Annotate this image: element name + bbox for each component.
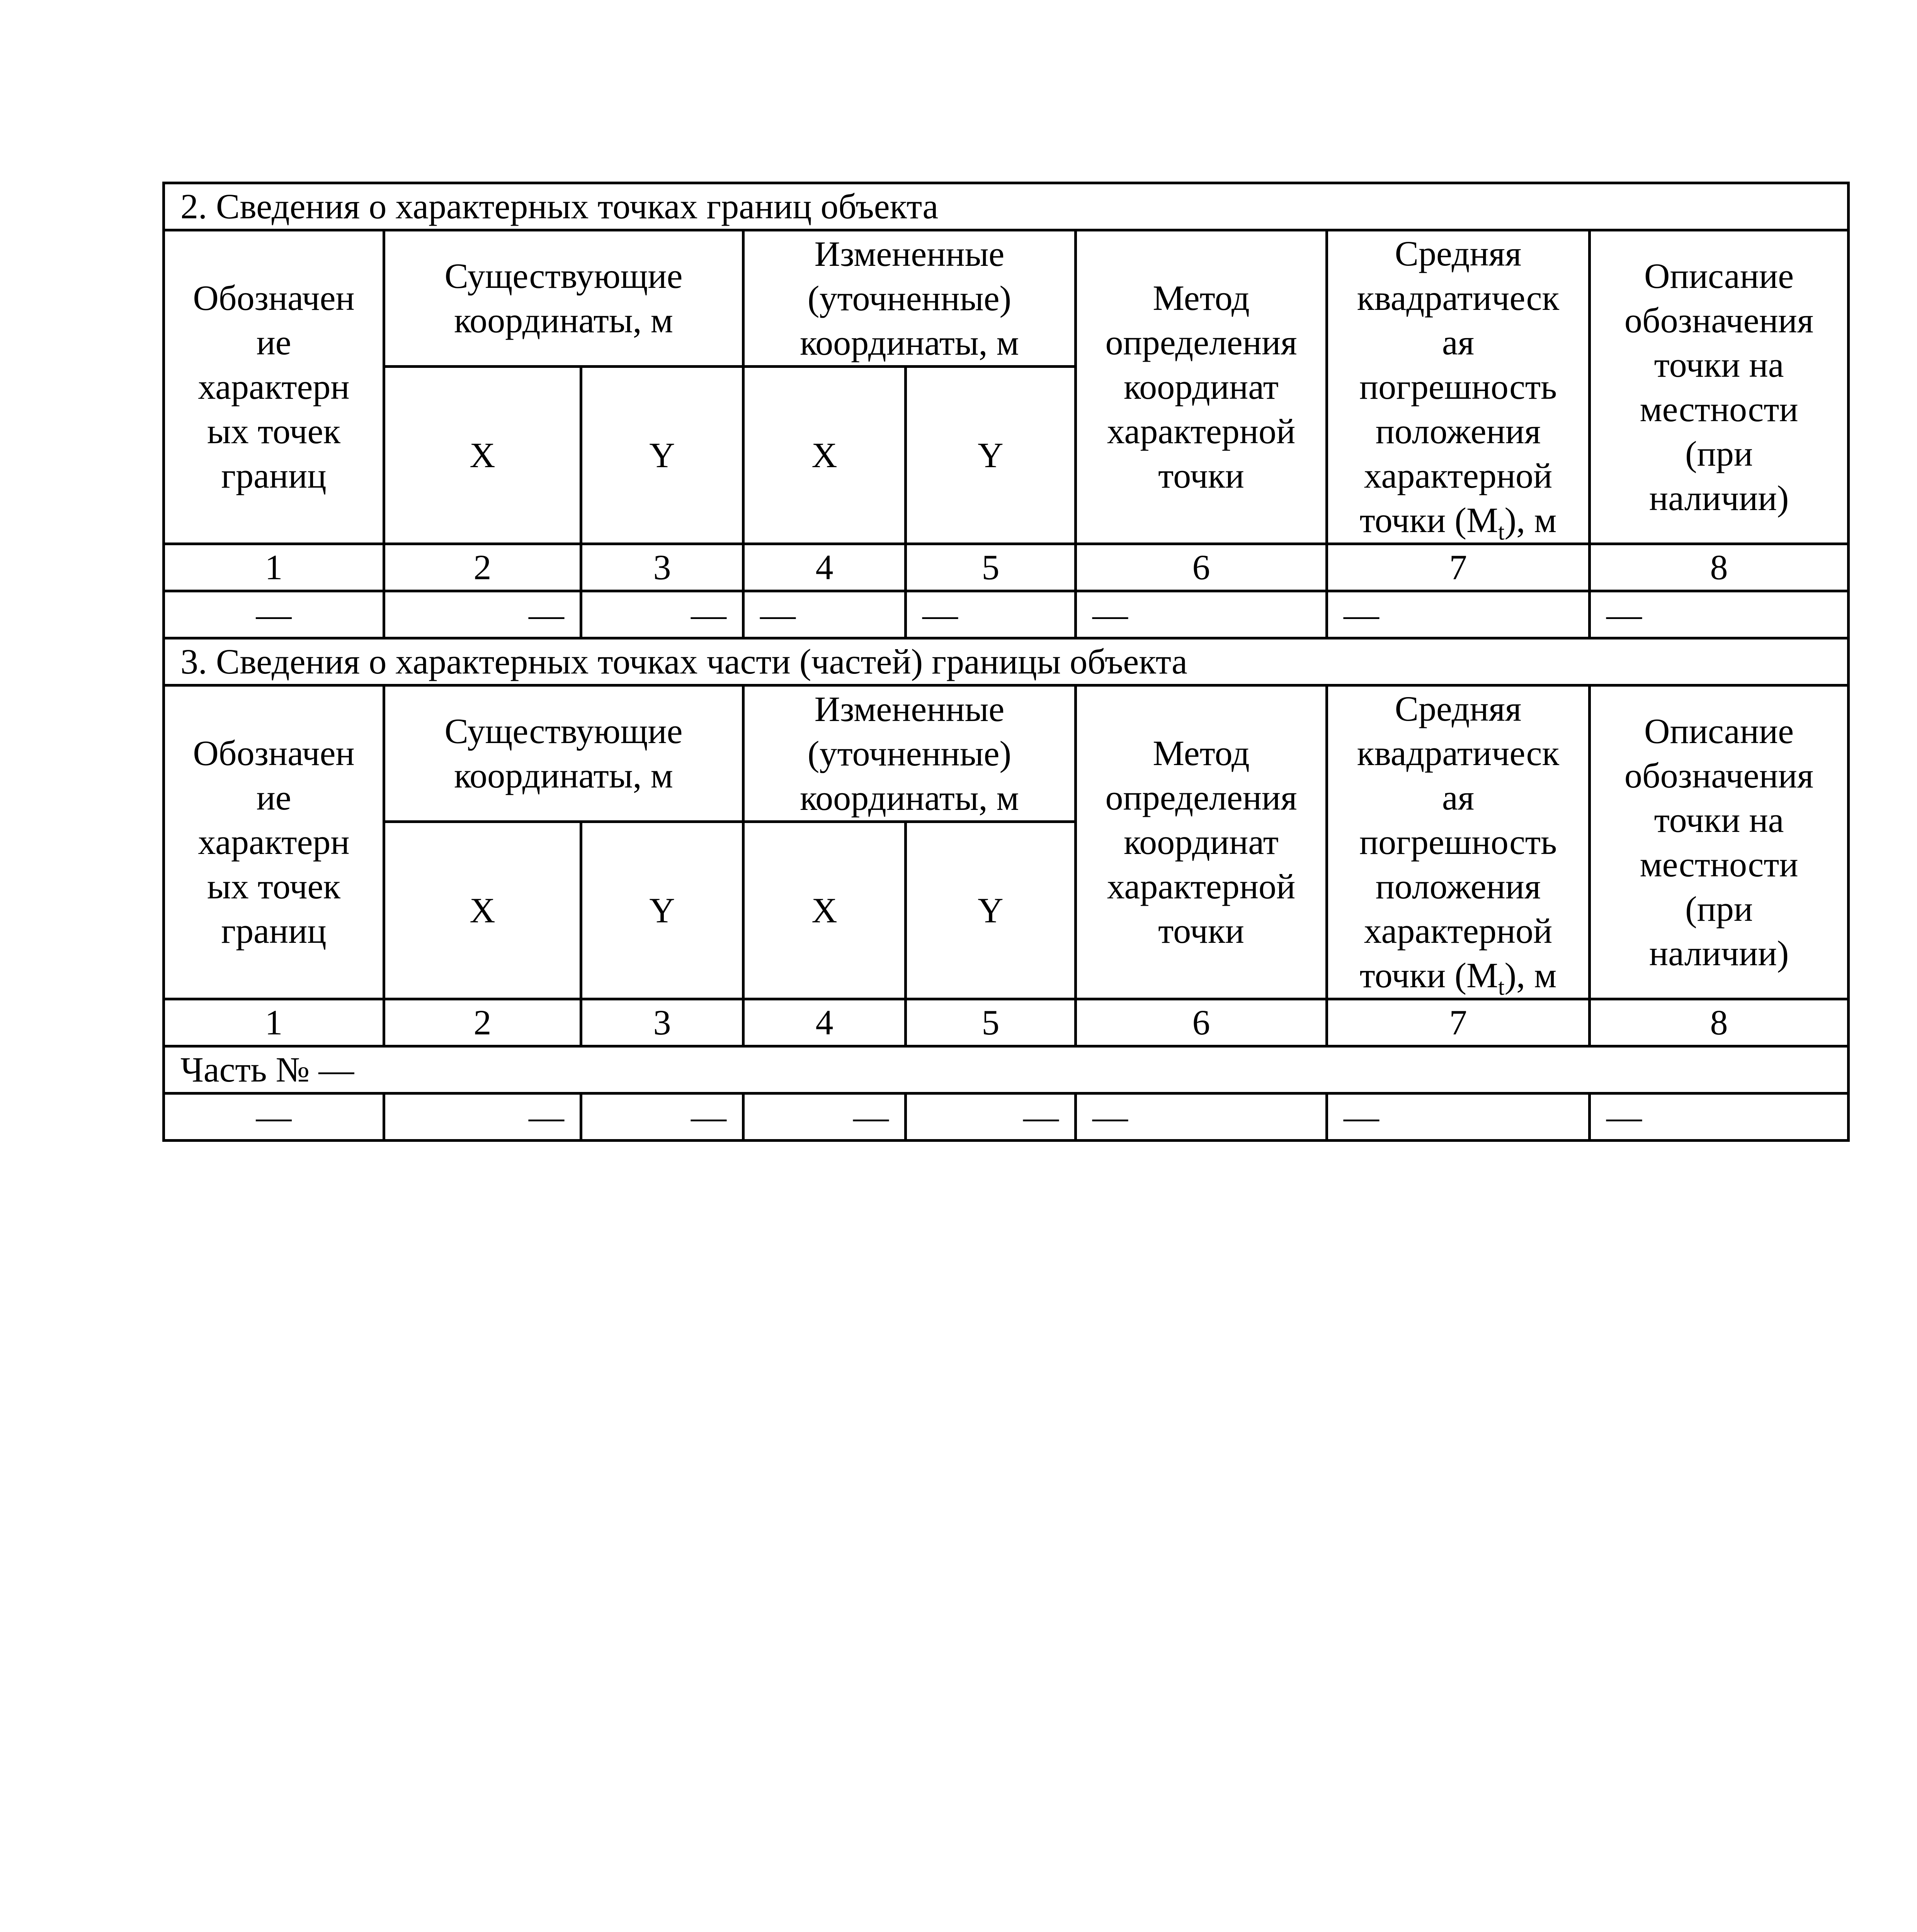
section3-cell: —	[743, 1094, 906, 1141]
section2-error-sub: t	[1498, 519, 1505, 544]
section3-col-number: 3	[581, 999, 743, 1046]
section3-header-existing-x: X	[384, 822, 581, 999]
section2-error-suffix: ), м	[1504, 500, 1557, 540]
section3-header-changed-x: X	[743, 822, 906, 999]
section3-header-existing-coords: Существующие координаты, м	[384, 685, 743, 822]
section2-cell: —	[906, 591, 1076, 638]
section2-header-method: Метод определения координат характерной точки	[1076, 230, 1327, 544]
section2-header-existing-x: X	[384, 367, 581, 544]
section2-header-changed-x: X	[743, 367, 906, 544]
section3-col-number: 7	[1327, 999, 1590, 1046]
boundary-points-table	[162, 182, 1850, 1142]
section2-col-number: 3	[581, 544, 743, 591]
section2-col-number: 1	[164, 544, 384, 591]
section2-header-changed-coords: Измененные (уточненные) координаты, м	[743, 230, 1076, 367]
section2-header-point-designation: Обозначен ие характерн ых точек границ	[164, 230, 384, 544]
section3-cell: —	[164, 1094, 384, 1141]
section2-col-number: 5	[906, 544, 1076, 591]
section3-cell: —	[1590, 1094, 1849, 1141]
section3-col-number: 8	[1590, 999, 1849, 1046]
section3-cell: —	[581, 1094, 743, 1141]
section2-header-error	[1327, 230, 1590, 544]
section2-cell: —	[743, 591, 906, 638]
section3-error-sub: t	[1498, 974, 1505, 999]
section2-data-row	[164, 591, 1849, 638]
section3-col-number: 4	[743, 999, 906, 1046]
section3-cell: —	[1327, 1094, 1590, 1141]
section3-data-row	[164, 1094, 1849, 1141]
section2-title: 2. Сведения о характерных точках границ объекта	[164, 183, 1849, 230]
section2-cell: —	[1076, 591, 1327, 638]
section2-col-number: 2	[384, 544, 581, 591]
section3-header-existing-y: Y	[581, 822, 743, 999]
section2-col-number: 7	[1327, 544, 1590, 591]
section3-col-number: 1	[164, 999, 384, 1046]
section3-title: 3. Сведения о характерных точках части (частей) границы объекта	[164, 638, 1849, 685]
section2-col-number: 6	[1076, 544, 1327, 591]
section2-cell: —	[164, 591, 384, 638]
section2-header-changed-y: Y	[906, 367, 1076, 544]
section2-header-existing-coords: Существующие координаты, м	[384, 230, 743, 367]
section2-col-number: 4	[743, 544, 906, 591]
document-page	[162, 182, 1847, 1142]
section3-part-label: Часть № —	[164, 1046, 1849, 1094]
section3-cell: —	[384, 1094, 581, 1141]
section3-cell: —	[1076, 1094, 1327, 1141]
section3-header-error	[1327, 685, 1590, 999]
section3-header-point-designation: Обозначен ие характерн ых точек границ	[164, 685, 384, 999]
section2-cell: —	[1327, 591, 1590, 638]
section3-error-suffix: ), м	[1504, 956, 1557, 995]
section2-header-description: Описание обозначения точки на местности (при наличии)	[1590, 230, 1849, 544]
section2-cell: —	[581, 591, 743, 638]
section3-error-prefix: Средняя квадратическ ая погрешность положения характерной точки (M	[1357, 689, 1560, 995]
section3-col-number: 6	[1076, 999, 1327, 1046]
section2-cell: —	[1590, 591, 1849, 638]
section3-header-method: Метод определения координат характерной точки	[1076, 685, 1327, 999]
section3-col-number: 5	[906, 999, 1076, 1046]
section2-header-existing-y: Y	[581, 367, 743, 544]
section3-header-description: Описание обозначения точки на местности (при наличии)	[1590, 685, 1849, 999]
section3-header-changed-coords: Измененные (уточненные) координаты, м	[743, 685, 1076, 822]
section2-error-prefix: Средняя квадратическ ая погрешность положения характерной точки (M	[1357, 234, 1560, 540]
section2-col-number: 8	[1590, 544, 1849, 591]
section3-header-changed-y: Y	[906, 822, 1076, 999]
section3-col-number: 2	[384, 999, 581, 1046]
section3-cell: —	[906, 1094, 1076, 1141]
section2-cell: —	[384, 591, 581, 638]
